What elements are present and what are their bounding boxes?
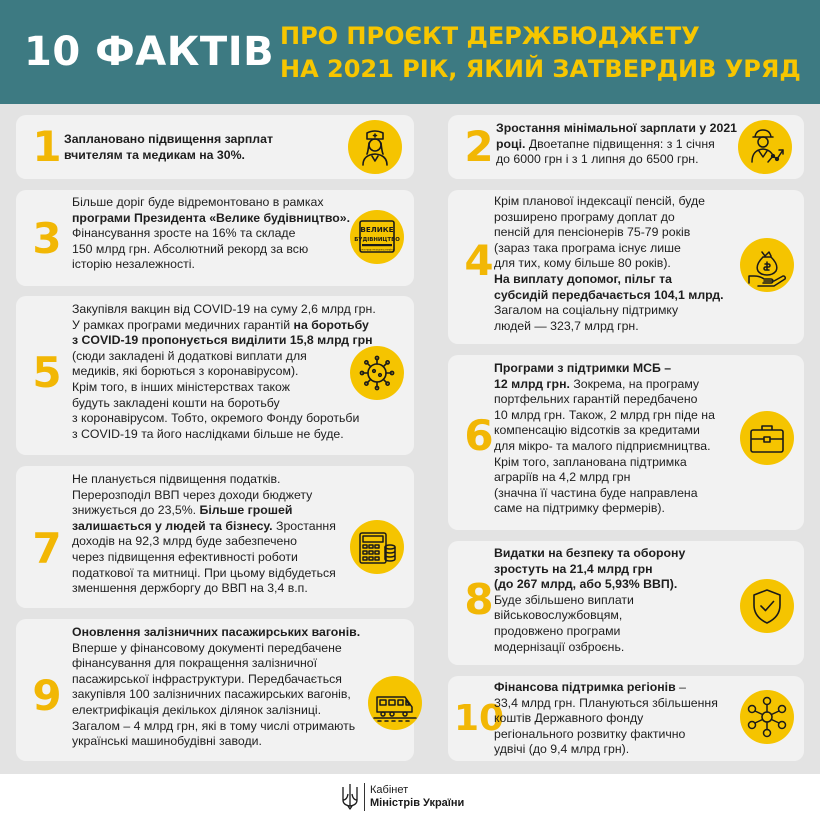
fact-line: удвічі (до 9,4 млрд грн). xyxy=(494,742,630,757)
fact-line: (до 267 млрд, або 5,93% ВВП). xyxy=(494,577,678,592)
fact-line: вчителям та медикам на 30%. xyxy=(64,147,245,162)
fact-text-4 xyxy=(494,194,724,334)
doctor-icon xyxy=(348,120,402,174)
fact-line: компенсацію відсотків за кредитами xyxy=(494,423,700,438)
fact-line: військовослужбовцям, xyxy=(494,608,623,623)
fact-number-5: 5 xyxy=(32,348,62,397)
fact-line: Фінансування зросте на 16% та складе xyxy=(72,226,296,241)
train-icon xyxy=(368,676,422,730)
fact-text-10 xyxy=(494,680,718,758)
fact-line: будуть закладені кошти на боротьбу xyxy=(72,395,280,410)
fact-number-6: 6 xyxy=(464,411,494,460)
calculator-money-icon xyxy=(350,520,404,574)
trident-icon xyxy=(340,782,360,812)
fact-text-2 xyxy=(496,121,737,168)
fact-line: 12 млрд грн. Зокрема, на програму xyxy=(494,376,700,391)
fact-line: Більше доріг буде відремонтовано в рамках xyxy=(72,195,324,209)
fact-line: медиків, які борються з коронавірусом). xyxy=(72,364,299,379)
fact-number-7: 7 xyxy=(32,524,62,573)
fact-line: (значна її частина буде направлена xyxy=(494,485,698,500)
fact-line: Заплановано підвищення зарплат xyxy=(64,132,273,146)
fact-card-3 xyxy=(16,190,414,286)
header-subtitle xyxy=(280,20,810,86)
fact-line: зменшення держборгу до ВВП на 3,4 в.п. xyxy=(72,581,308,596)
worker-growth-icon xyxy=(738,120,792,174)
fact-line: Перерозподіл ВВП через доходи бюджету xyxy=(72,487,313,502)
footer-line-1: Кабінет xyxy=(370,784,409,796)
shield-check-icon xyxy=(740,579,794,633)
fact-line: У рамках програми медичних гарантій на боротьбу xyxy=(72,317,369,332)
fact-line: Не планується підвищення податків. xyxy=(72,472,281,486)
fact-line: залишається у людей та бізнесу. Зростання xyxy=(72,518,336,533)
fact-line: з коронавірусом. Тобто, окремого Фонду боротьби xyxy=(72,411,360,426)
fact-line: 150 млрд грн. Абсолютний рекорд за всю xyxy=(72,241,309,256)
fact-line: знижується до 23,5%. Більше грошей xyxy=(72,503,293,518)
fact-line: Зростання мінімальної зарплати у 2021 xyxy=(496,121,738,135)
briefcase-icon xyxy=(740,411,794,465)
fact-text-1 xyxy=(64,132,273,163)
fact-number-4: 4 xyxy=(464,236,494,285)
fact-line: з COVID-19 пропонується виділити 15,8 млрд грн xyxy=(72,333,373,348)
fact-line: регіонального розвитку фактично xyxy=(494,726,686,741)
fact-line: Крім того, запланована підтримка xyxy=(494,454,687,469)
fact-line: фінансування для покращення залізничної xyxy=(72,656,318,671)
fact-line: українські машинобудівні заводи. xyxy=(72,734,262,749)
fact-number-10: 10 xyxy=(453,698,505,739)
fact-line: зростуть на 21,4 млрд грн xyxy=(494,561,653,576)
fact-line: Буде збільшено виплати xyxy=(494,592,634,607)
fact-line: з COVID-19 та його наслідками більше не буде. xyxy=(72,426,344,441)
fact-text-8 xyxy=(494,546,685,655)
header-subtitle-line-2: НА 2021 РІК, ЯКИЙ ЗАТВЕРДИВ УРЯД xyxy=(280,55,801,83)
fact-card-7 xyxy=(16,466,414,608)
fact-line: продовжено програми xyxy=(494,623,621,638)
fact-line: доходів на 92,3 млрд буде забезпечено xyxy=(72,534,297,549)
fact-text-7 xyxy=(72,472,336,597)
header-banner xyxy=(0,0,820,104)
fact-number-9: 9 xyxy=(32,671,62,720)
fact-card-9 xyxy=(16,619,414,761)
fact-line: Загалом – 4 млрд грн, які в тому числі отримають xyxy=(72,718,356,733)
fact-line: закупівля 100 залізничних пасажирських вагонів, xyxy=(72,687,351,702)
fact-text-3 xyxy=(72,195,350,273)
fact-number-1: 1 xyxy=(32,122,62,171)
logo-line-1: ВЕЛИКЕ xyxy=(360,225,394,234)
fact-number-3: 3 xyxy=(32,214,62,263)
fact-line: (зараз така програма існує лише xyxy=(494,240,681,255)
fact-line: Загалом на соціальну підтримку xyxy=(494,303,679,318)
fact-line: розширено програму доплат до xyxy=(494,209,675,224)
fact-line: 33,4 млрд грн. Плануються збільшення xyxy=(494,695,718,710)
fact-line: для мікро- та малого підприємництва. xyxy=(494,438,711,453)
fact-text-6 xyxy=(494,361,715,517)
fact-line: до 6000 грн і з 1 липня до 6500 грн. xyxy=(496,152,699,167)
logo-line-2: БУДІВНИЦТВО xyxy=(354,237,400,243)
fact-line: 10 млрд грн. Також, 2 млрд грн піде на xyxy=(494,407,715,422)
virus-icon xyxy=(350,346,404,400)
fact-line: для тих, кому більше 80 років). xyxy=(494,256,671,271)
money-bag-hand-icon xyxy=(740,238,794,292)
footer-line-2: Міністрів України xyxy=(370,797,465,809)
velyke-budivnytstvo-logo xyxy=(350,210,404,264)
fact-text-9 xyxy=(72,625,360,750)
fact-line: Крім того, в інших міністерствах також xyxy=(72,379,290,394)
fact-number-2: 2 xyxy=(464,122,494,171)
fact-card-10 xyxy=(448,676,804,761)
fact-card-5 xyxy=(16,296,414,455)
fact-card-2 xyxy=(448,115,804,179)
fact-line: електрифікація декількох ділянок залізниці. xyxy=(72,702,322,717)
fact-line: людей — 323,7 млрд грн. xyxy=(494,318,639,333)
fact-line: Крім планової індексації пенсій, буде xyxy=(494,194,706,208)
fact-line: Оновлення залізничних пасажирських вагонів. xyxy=(72,625,361,639)
logo-caption: ПРОГРАМА ПРЕЗИДЕНТА УКРАЇНИ xyxy=(360,249,394,252)
fact-line: Фінансова підтримка регіонів – xyxy=(494,680,686,694)
header-count: 10 ФАКТІВ xyxy=(24,29,275,75)
fact-number-8: 8 xyxy=(464,575,494,624)
footer xyxy=(0,774,820,820)
fact-card-6 xyxy=(448,355,804,530)
fact-line: субсидій передбачається 104,1 млрд. xyxy=(494,287,724,302)
fact-line: портфельних гарантій передбачено xyxy=(494,392,698,407)
fact-line: Видатки на безпеку та оборону xyxy=(494,546,686,560)
fact-line: (сюди закладені й додаткові виплати для xyxy=(72,348,307,363)
fact-line: модернізації озброєнь. xyxy=(494,639,625,654)
fact-line: через підвищення ефективності роботи xyxy=(72,549,298,564)
fact-line: пенсій для пенсіонерів 75-79 років xyxy=(494,225,691,240)
fact-card-4 xyxy=(448,190,804,344)
fact-line: коштів Державного фонду xyxy=(494,711,644,726)
header-subtitle-line-1: ПРО ПРОЄКТ ДЕРЖБЮДЖЕТУ xyxy=(280,22,700,50)
network-icon xyxy=(740,690,794,744)
fact-line: податкової та митниці. При цьому відбудеться xyxy=(72,565,336,580)
fact-line: аграріїв на 4,2 млрд грн xyxy=(494,470,631,485)
fact-line: пасажирської інфраструктури. Передбачається xyxy=(72,671,342,686)
fact-line: Вперше у фінансовому документі передбачене xyxy=(72,640,342,655)
fact-line: Програми з підтримки МСБ – xyxy=(494,361,672,375)
fact-line: На виплату допомог, пільг та xyxy=(494,271,672,286)
fact-line: саме на підтримку фермерів). xyxy=(494,501,665,516)
fact-text-5 xyxy=(72,302,376,442)
footer-divider xyxy=(364,783,365,811)
fact-card-8 xyxy=(448,541,804,665)
footer-org xyxy=(370,784,464,810)
fact-card-1 xyxy=(16,115,414,179)
fact-line: році. Двоетапне підвищення: з 1 січня xyxy=(496,136,715,151)
fact-line: програми Президента «Велике будівництво». xyxy=(72,210,351,225)
fact-line: Закупівля вакцин від COVID-19 на суму 2,6 млрд грн. xyxy=(72,302,376,316)
fact-line: історію незалежності. xyxy=(72,257,195,272)
